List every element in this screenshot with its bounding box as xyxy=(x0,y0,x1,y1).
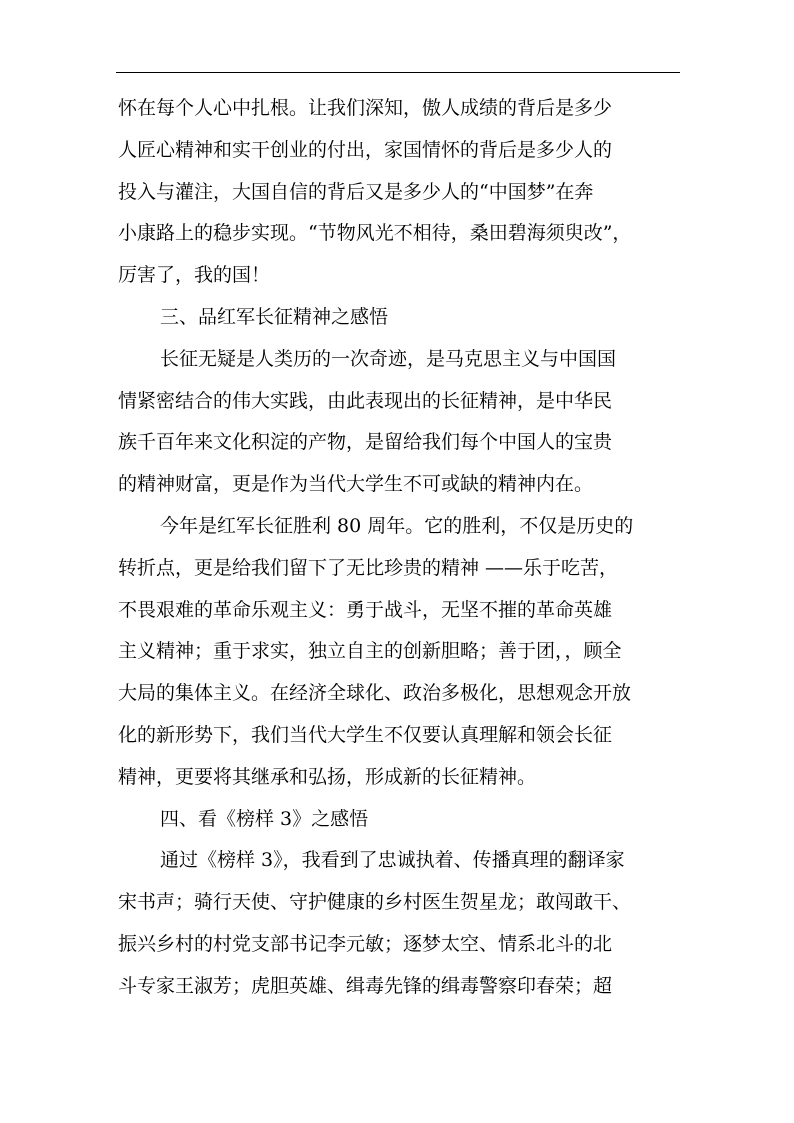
text-line: 小康路上的稳步实现。“节物风光不相待，桑田碧海须臾改”， xyxy=(118,222,632,245)
text-line: 怀在每个人心中扎根。让我们深知，傲人成绩的背后是多少 xyxy=(118,97,613,119)
text-line: 厉害了，我的国！ xyxy=(118,264,271,287)
text-line: 的精神财富，更是作为当代大学生不可或缺的精神内在。 xyxy=(118,473,594,496)
text-line: 主义精神；重于求实，独立自主的创新胆略；善于团，，顾全 xyxy=(118,640,622,663)
text-line: 情紧密结合的伟大实践，由此表现出的长征精神，是中华民 xyxy=(118,389,613,412)
text-line: 大局的集体主义。在经济全球化、政治多极化，思想观念开放 xyxy=(118,682,632,705)
text-line: 人匠心精神和实干创业的付出，家国情怀的背后是多少人的 xyxy=(118,138,613,161)
text-line: 斗专家王淑芳；虎胆英雄、缉毒先锋的缉毒警察印春荣；超 xyxy=(118,974,613,997)
text-line: 族千百年来文化积淀的产物，是留给我们每个中国人的宝贵 xyxy=(118,431,613,454)
text-line: 化的新形势下，我们当代大学生不仅要认真理解和领会长征 xyxy=(118,723,613,746)
text-line: 通过《榜样 3》，我看到了忠诚执着、传播真理的翻译家 xyxy=(160,849,625,872)
text-line: 不畏艰难的革命乐观主义：勇于战斗，无坚不摧的革命英雄 xyxy=(118,598,613,621)
text-line: 今年是红军长征胜利 80 周年。它的胜利，不仅是历史的 xyxy=(160,514,634,537)
text-line: 四、看《榜样 3》之感悟 xyxy=(160,807,369,830)
text-line: 宋书声；骑行天使、守护健康的乡村医生贺星龙；敢闯敢干、 xyxy=(118,891,632,914)
header-rule xyxy=(116,72,680,73)
text-line: 精神，更要将其继承和弘扬，形成新的长征精神。 xyxy=(118,765,537,788)
body-text xyxy=(118,88,680,1008)
text-line: 长征无疑是人类历的一次奇迹，是马克思主义与中国国 xyxy=(160,347,617,370)
text-line: 三、品红军长征精神之感悟 xyxy=(160,305,389,328)
text-line: 转折点，更是给我们留下了无比珍贵的精神 ——乐于吃苦， xyxy=(118,556,619,579)
text-line: 振兴乡村的村党支部书记李元敏；逐梦太空、情系北斗的北 xyxy=(118,932,613,955)
text-line: 投入与灌注，大国自信的背后又是多少人的“中国梦”在奔 xyxy=(118,180,594,203)
